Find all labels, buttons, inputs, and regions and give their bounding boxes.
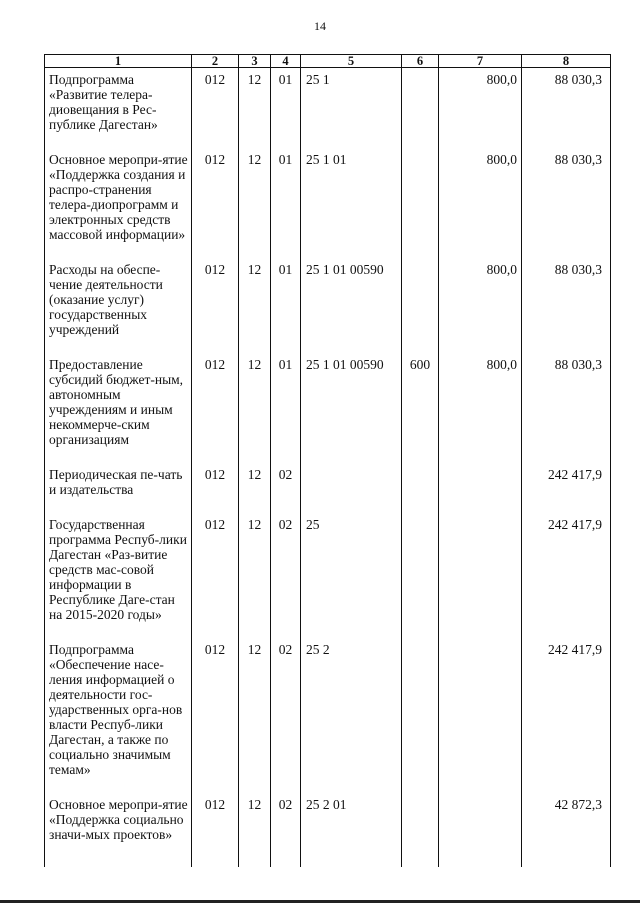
row-cell: 12 <box>239 463 271 513</box>
page-number: 14 <box>314 19 326 33</box>
row-name: Предоставление субсидий бюджет-ным, автономным учреждениям и иным некоммерче-ским организациям <box>45 353 192 463</box>
row-amount: 42 872,3 <box>522 793 611 867</box>
row-amount: 242 417,9 <box>522 638 611 793</box>
row-name: Подпрограмма «Обеспечение насе-ления информацией о деятельности гос-ударственных орга-нов власти Респуб-лики Дагестан, а также по социально значимым темам» <box>45 638 192 793</box>
row-amount: 242 417,9 <box>522 463 611 513</box>
row-cell: 012 <box>192 463 239 513</box>
table-row <box>45 258 611 353</box>
header-cell: 5 <box>301 55 402 68</box>
row-cell <box>402 68 439 149</box>
header-cell: 8 <box>522 55 611 68</box>
row-name: Основное меропри-ятие «Поддержка социально значи-мых проектов» <box>45 793 192 867</box>
row-cell <box>402 148 439 258</box>
row-cell: 012 <box>192 148 239 258</box>
row-amount <box>439 638 522 793</box>
row-name: Подпрограмма «Развитие телера-диовещания в Рес-публике Дагестан» <box>45 68 192 149</box>
header-cell: 2 <box>192 55 239 68</box>
row-cell: 25 <box>301 513 402 638</box>
scan-edge-line <box>0 900 640 903</box>
row-cell: 25 1 <box>301 68 402 149</box>
table-row <box>45 463 611 513</box>
row-cell: 012 <box>192 513 239 638</box>
row-cell: 25 1 01 00590 <box>301 258 402 353</box>
header-cell: 3 <box>239 55 271 68</box>
row-cell: 01 <box>271 68 301 149</box>
table-row <box>45 353 611 463</box>
row-cell: 12 <box>239 68 271 149</box>
row-name: Расходы на обеспе-чение деятельности (оказание услуг) государственных учреждений <box>45 258 192 353</box>
row-cell: 02 <box>271 793 301 867</box>
row-cell: 25 2 01 <box>301 793 402 867</box>
header-cell: 4 <box>271 55 301 68</box>
header-row <box>45 55 611 68</box>
row-cell: 25 2 <box>301 638 402 793</box>
row-cell: 12 <box>239 638 271 793</box>
table-row <box>45 148 611 258</box>
row-amount: 800,0 <box>439 353 522 463</box>
row-name: Основное меропри-ятие «Поддержка создания и распро-странения телера-диопрограмм и электронных средств массовой информации» <box>45 148 192 258</box>
row-cell: 25 1 01 <box>301 148 402 258</box>
row-name: Государственная программа Респуб-лики Дагестан «Раз-витие средств мас-совой информации в Республике Даге-стан на 2015-2020 годы» <box>45 513 192 638</box>
row-amount: 800,0 <box>439 68 522 149</box>
row-cell: 25 1 01 00590 <box>301 353 402 463</box>
table-row <box>45 793 611 867</box>
budget-table <box>44 54 611 867</box>
row-cell <box>402 638 439 793</box>
row-cell <box>301 463 402 513</box>
row-cell: 01 <box>271 353 301 463</box>
header-cell: 6 <box>402 55 439 68</box>
row-cell <box>402 793 439 867</box>
row-cell: 02 <box>271 463 301 513</box>
row-amount <box>439 793 522 867</box>
row-cell: 12 <box>239 258 271 353</box>
row-cell: 12 <box>239 353 271 463</box>
row-amount: 242 417,9 <box>522 513 611 638</box>
row-cell: 12 <box>239 793 271 867</box>
header-cell: 1 <box>45 55 192 68</box>
row-cell <box>402 463 439 513</box>
row-amount: 800,0 <box>439 148 522 258</box>
row-cell <box>402 258 439 353</box>
row-cell: 012 <box>192 353 239 463</box>
row-cell: 012 <box>192 638 239 793</box>
row-cell: 01 <box>271 258 301 353</box>
row-amount: 88 030,3 <box>522 353 611 463</box>
table-row <box>45 638 611 793</box>
row-cell: 01 <box>271 148 301 258</box>
row-amount <box>439 463 522 513</box>
table-row <box>45 68 611 149</box>
row-cell <box>402 513 439 638</box>
row-cell: 012 <box>192 258 239 353</box>
row-amount <box>439 513 522 638</box>
row-amount: 800,0 <box>439 258 522 353</box>
row-cell: 12 <box>239 513 271 638</box>
table-row <box>45 513 611 638</box>
row-cell: 600 <box>402 353 439 463</box>
row-cell: 02 <box>271 513 301 638</box>
row-cell: 02 <box>271 638 301 793</box>
row-cell: 12 <box>239 148 271 258</box>
row-name: Периодическая пе-чать и издательства <box>45 463 192 513</box>
row-cell: 012 <box>192 68 239 149</box>
row-amount: 88 030,3 <box>522 68 611 149</box>
row-cell: 012 <box>192 793 239 867</box>
row-amount: 88 030,3 <box>522 258 611 353</box>
header-cell: 7 <box>439 55 522 68</box>
row-amount: 88 030,3 <box>522 148 611 258</box>
